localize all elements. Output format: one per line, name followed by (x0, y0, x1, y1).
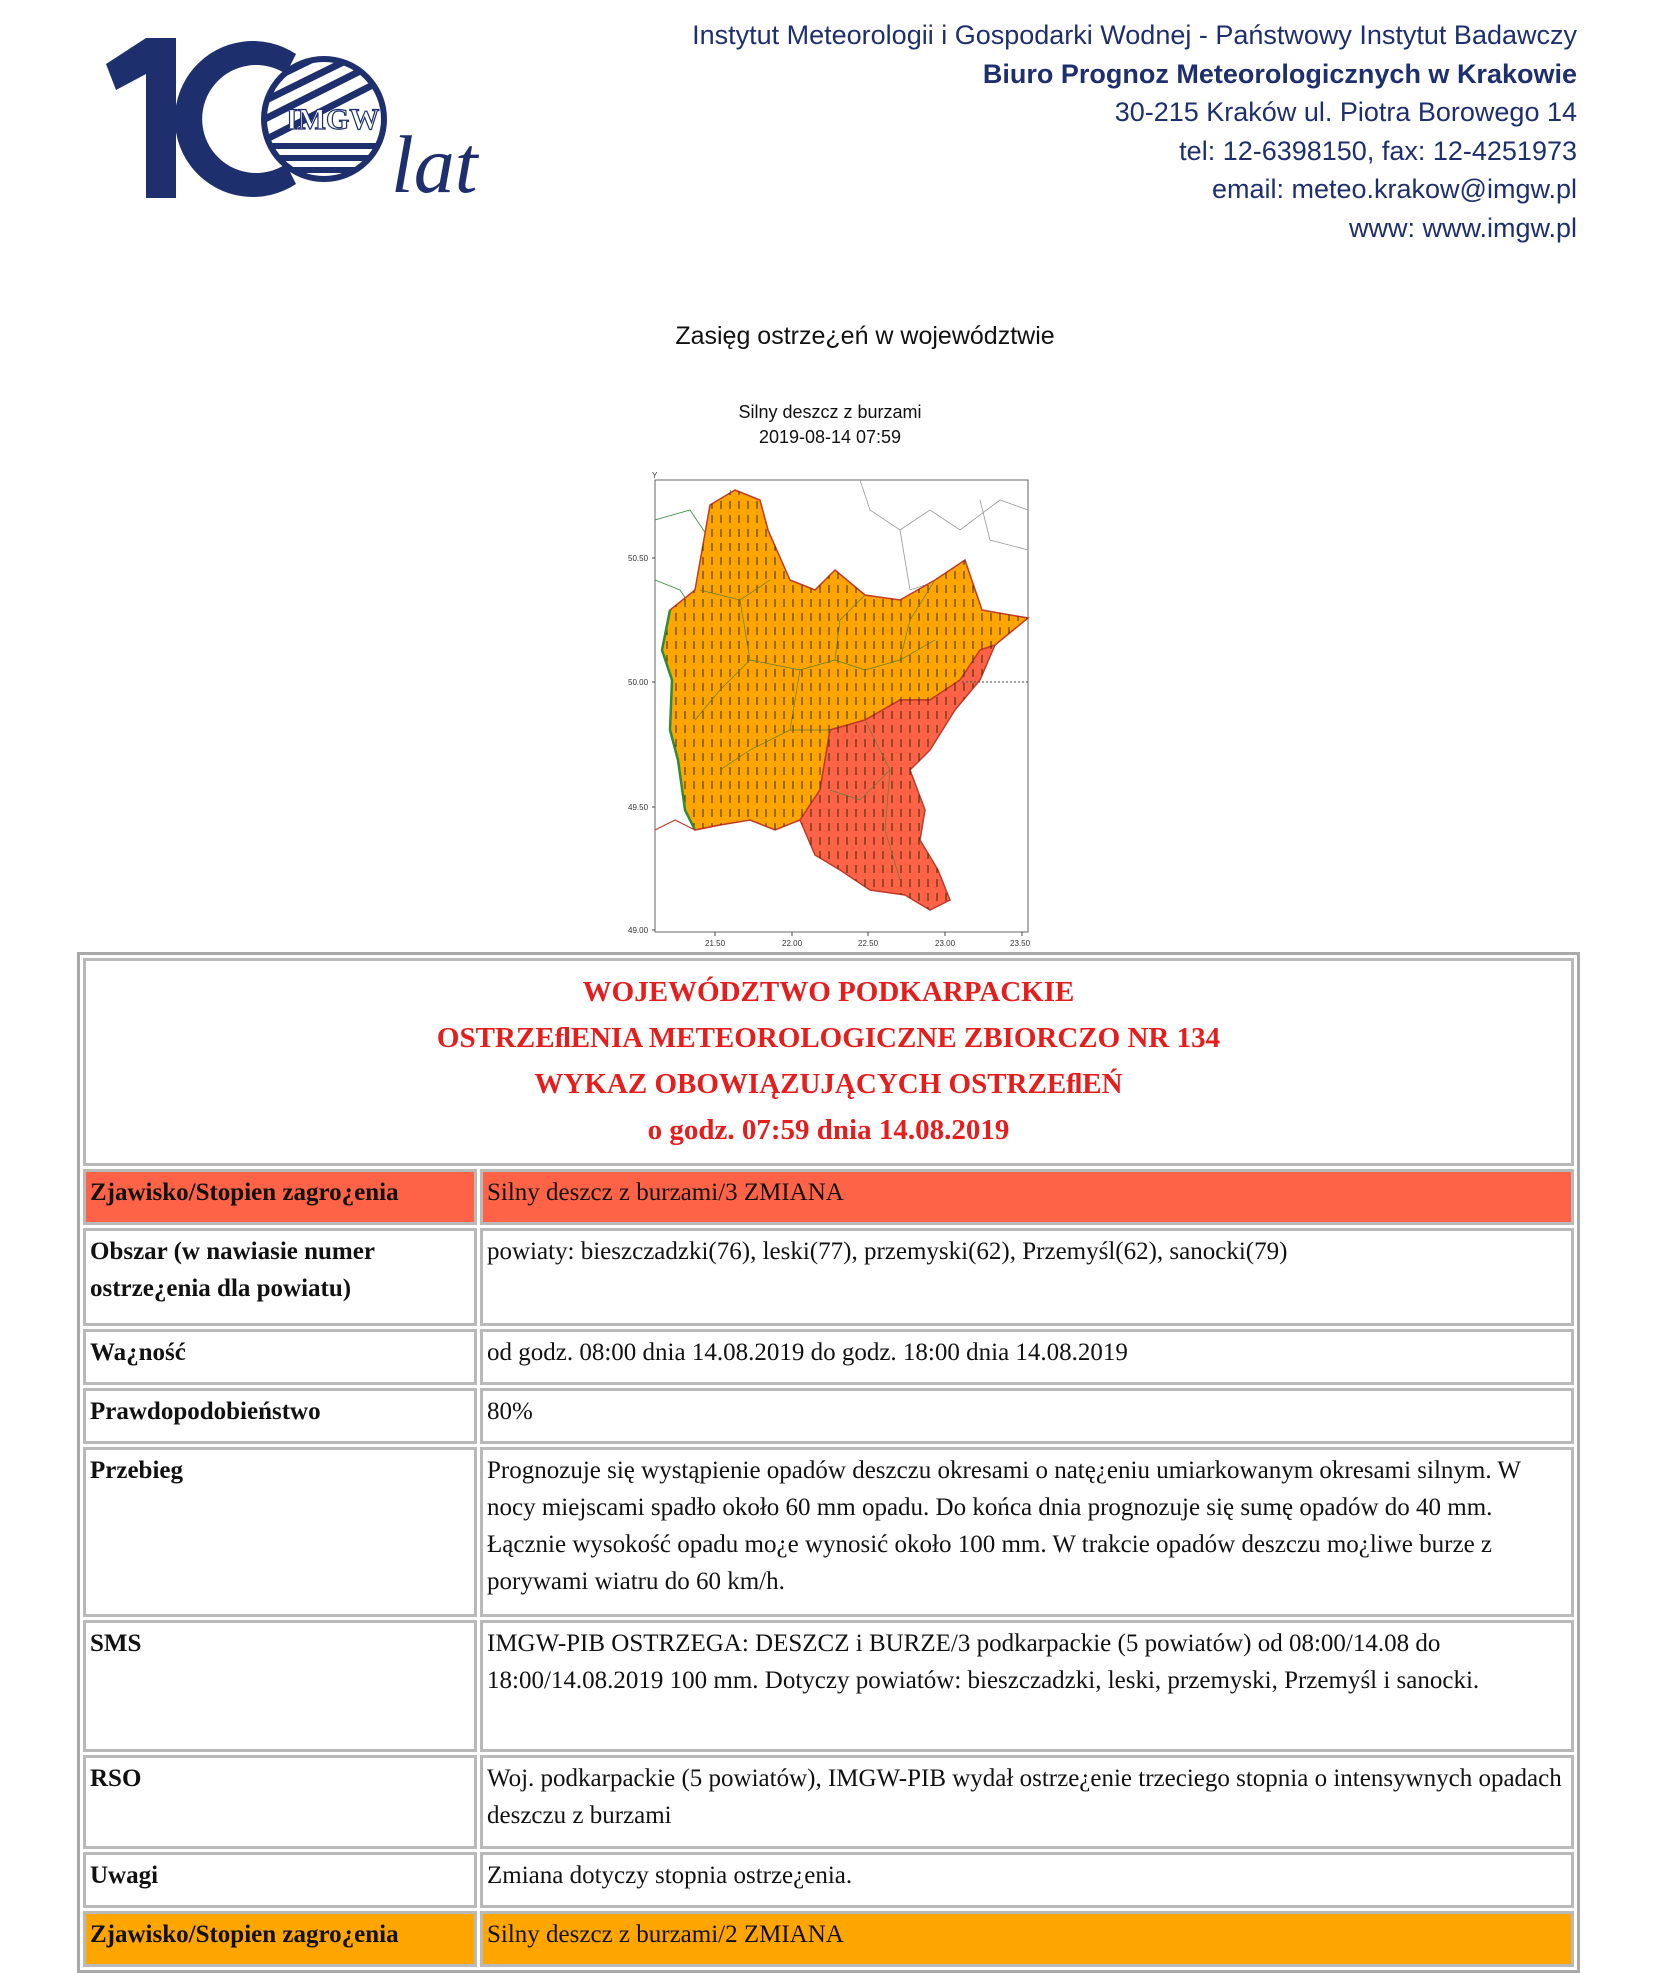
institute-name: Instytut Meteorologii i Gospodarki Wodnej - Państwowy Instytut Badawczy (692, 20, 1577, 50)
logo-lat-text: lat (391, 119, 478, 204)
table-row-sms (83, 1620, 1574, 1752)
x-tick-label: 22.50 (858, 939, 879, 948)
row-value: Woj. podkarpackie (5 powiatów), IMGW-PIB wydał ostrze¿enie trzeciego stopnia o intensywnych opadach deszczu z burzami (480, 1755, 1574, 1849)
map-section-title: Zasięg ostrze¿eń w województwie (675, 322, 1055, 350)
row-value: od godz. 08:00 dnia 14.08.2019 do godz. 18:00 dnia 14.08.2019 (480, 1329, 1574, 1385)
table-row-notes (83, 1852, 1574, 1908)
warning-table (77, 952, 1580, 1973)
row-label: Obszar (w nawiasie numer ostrze¿enia dla powiatu) (83, 1228, 477, 1326)
table-row-rso (83, 1755, 1574, 1849)
y-tick-label: 50.00 (628, 678, 649, 687)
row-label: Wa¿ność (83, 1329, 477, 1385)
row-label: SMS (83, 1620, 477, 1752)
table-row-area (83, 1228, 1574, 1326)
website[interactable]: www: www.imgw.pl (1348, 212, 1577, 243)
map-y-axis-label: Y (652, 471, 658, 480)
row-label: Przebieg (83, 1447, 477, 1617)
row-value: Silny deszcz z burzami/3 ZMIANA (480, 1169, 1574, 1225)
y-ticks (628, 554, 655, 935)
row-label: RSO (83, 1755, 477, 1849)
row-value: Prognozuje się wystąpienie opadów deszczu okresami o natę¿eniu umiarkowanym okresami silnym. W nocy miejscami spadło około 60 mm opadu. Do końca dnia prognozuje się sumę opadów do 40 mm. Łącznie wysokość opadu mo¿e wynosić około 100 mm. W trakcie opadów deszczu mo¿liwe burze z porywami wiatru do 60 km/h. (480, 1447, 1574, 1617)
y-tick-label: 50.50 (628, 554, 649, 563)
heading-issue-time: o godz. 07:59 dnia 14.08.2019 (647, 1114, 1010, 1146)
rain-hatching (662, 490, 1028, 910)
row-label: Uwagi (83, 1852, 477, 1908)
row-value: 80% (480, 1388, 1574, 1444)
y-tick-label: 49.00 (628, 926, 649, 935)
map-caption (660, 400, 1000, 450)
heading-voivodeship: WOJEWÓDZTWO PODKARPACKIE (582, 976, 1075, 1008)
phone: tel: 12-6398150, fax: 12-4251973 (1179, 135, 1577, 166)
y-tick-label: 49.50 (628, 803, 649, 812)
x-tick-label: 23.00 (935, 939, 956, 948)
row-label: Zjawisko/Stopien zagro¿enia (83, 1911, 477, 1967)
row-label: Prawdopodobieństwo (83, 1388, 477, 1444)
institute-header (577, 16, 1577, 247)
x-tick-label: 21.50 (705, 939, 726, 948)
table-row-course (83, 1447, 1574, 1617)
warning-heading (83, 958, 1574, 1166)
x-tick-label: 23.50 (1010, 939, 1031, 948)
address: 30-215 Kraków ul. Piotra Borowego 14 (1114, 97, 1577, 127)
row-label: Zjawisko/Stopien zagro¿enia (83, 1169, 477, 1225)
map-caption-date: 2019-08-14 07:59 (758, 427, 902, 447)
warning-heading-row (83, 958, 1574, 1166)
heading-list-title: WYKAZ OBOWIĄZUJĄCYCH OSTRZEﬂEŃ (534, 1068, 1123, 1100)
table-row-probability (83, 1388, 1574, 1444)
office-name: Biuro Prognoz Meteorologicznych w Krakowie (982, 58, 1577, 89)
logo-digit-one (106, 38, 176, 198)
table-row-validity (83, 1329, 1574, 1385)
row-value: Silny deszcz z burzami/2 ZMIANA (480, 1911, 1574, 1967)
imgw-100-lat-logo (86, 34, 506, 204)
heading-bulletin-number: OSTRZEﬂENIA METEOROLOGICZNE ZBIORCZO NR 134 (436, 1022, 1221, 1054)
logo-imgw-text: IMGW (286, 103, 380, 136)
row-value: powiaty: bieszczadzki(76), leski(77), przemyski(62), Przemyśl(62), sanocki(79) (480, 1228, 1574, 1326)
row-value: IMGW-PIB OSTRZEGA: DESZCZ i BURZE/3 podkarpackie (5 powiatów) od 08:00/14.08 do 18:00/14.08.2019 100 mm. Dotyczy powiatów: bieszczadzki, leski, przemyski, Przemyśl i sanocki. (480, 1620, 1574, 1752)
warning-map (600, 470, 1040, 950)
table-row-phenomenon-level2 (83, 1911, 1574, 1967)
x-tick-label: 22.00 (782, 939, 803, 948)
email[interactable]: email: meteo.krakow@imgw.pl (1211, 174, 1577, 204)
table-row-phenomenon-level3 (83, 1169, 1574, 1225)
x-ticks (705, 932, 1031, 948)
row-value: Zmiana dotyczy stopnia ostrze¿enia. (480, 1852, 1574, 1908)
map-caption-phenomenon: Silny deszcz z burzami (738, 402, 922, 422)
